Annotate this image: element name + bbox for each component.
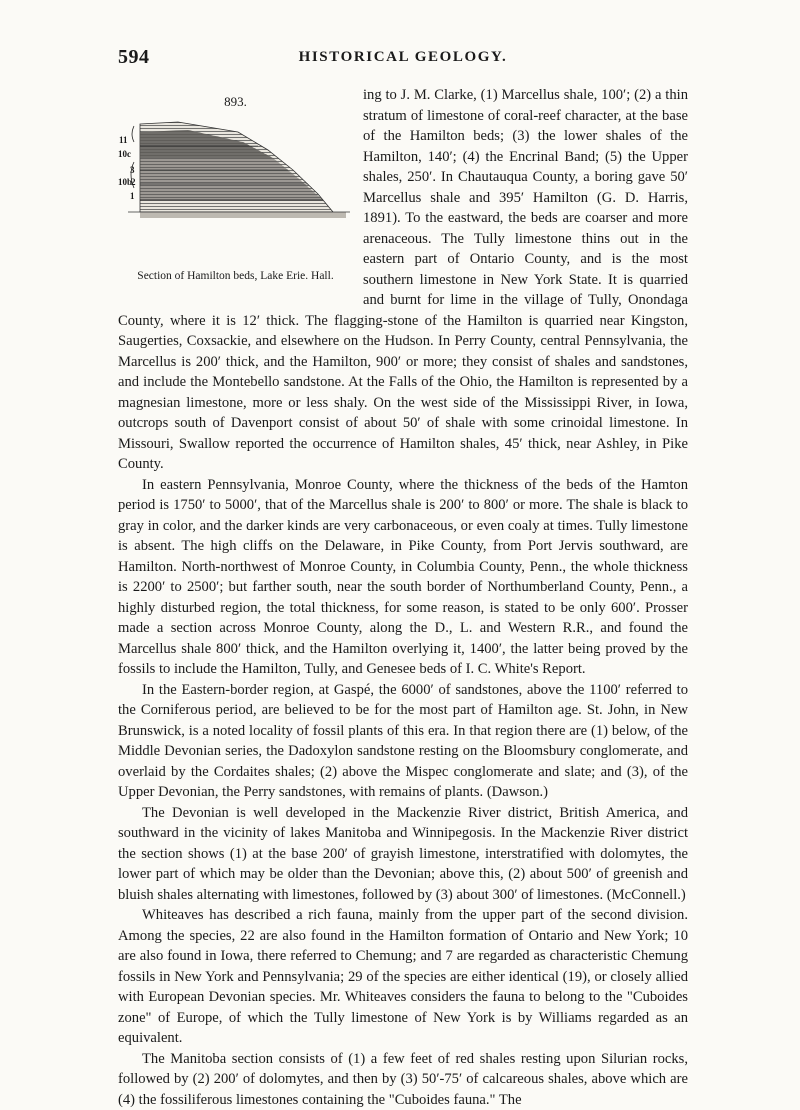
paragraph: In eastern Pennsylvania, Monroe County, where the thickness of the beds of the Hamton period is 1750′ to 5000′, that of the Marcellus shale is 200′ to 800′ or more. The shale is black to gray in color, and the darker kinds are very carbonaceous, or even coaly at times. Tully limestone is absent. The high cliffs on the Delaware, in Pike County, from Port Jervis southward, are Hamilton. North-northwest of Monroe County, in Columbia County, Penn., the whole thickness is 2200′ to 2500′; but farther south, near the south border of Northumberland County, Penn., a highly disturbed region, the total thickness, for some reason, is stated to be only 600′. Prosser made a section across Monroe County, along the D., L. and Western R.R., and found the Marcellus shale 800′ thick, and the Hamilton overlying it, 1400′, the latter being proved by the fossils to include the Hamilton, Tully, and Genesee beds of I. C. White's Report. [118, 475, 688, 680]
figure-label: 2 [131, 172, 136, 193]
figure-label: 10c [118, 144, 131, 165]
figure-label: 10b [118, 172, 132, 193]
figure-number: 893. [118, 92, 353, 113]
paragraph: The Manitoba section consists of (1) a few feet of red shales resting upon Silurian rocks, followed by (2) 200′ of dolomytes, and then by (3) 50′-75′ of calcareous shales, above which are (4) the fossiliferous limestones containing the "Cuboides fauna." The [118, 1049, 688, 1110]
page-number: 594 [118, 46, 150, 69]
figure-893 [118, 90, 353, 296]
running-head: HISTORICAL GEOLOGY. [118, 49, 688, 66]
body-text [118, 85, 688, 1110]
figure-caption: Section of Hamilton beds, Lake Erie. Hall. [118, 266, 353, 287]
section-diagram [118, 112, 353, 262]
figure-label: 3 [130, 160, 135, 181]
page-header [118, 46, 688, 70]
paragraph: ing to J. M. Clarke, (1) Marcellus shale, 100′; (2) a thin stratum of limestone of coral-reef character, at the base of the Hamilton beds; (3) the lower shales of the Hamilton, 140′; (4) the Encrinal Band; (5) the Upper shales, 250′. In Chautauqua County, a boring gave 50′ Marcellus shale and 395′ Hamilton (G. D. Harris, 1891). To the eastward, the beds are coarser and more arenaceous. The Tully limestone thins out in the eastern part of Ontario County, and is the most southern limestone in New York State. It is quarried and burnt for lime in the village of Tully, Onondaga County, where it is 12′ thick. The flagging-stone of the Hamilton is quarried near Kingston, Saugerties, Coxsackie, and elsewhere on the Hudson. In Perry County, central Pennsylvania, the Marcellus is 200′ thick, and the Hamilton, 900′ or more; they consist of shales and sandstones, and include the Montebello sandstone. At the Falls of the Ohio, the Hamilton is represented by a magnesian limestone, more or less shaly. On the west side of the Mississippi River, in Iowa, outcrops south of Davenport consist of about 50′ of shale with some crinoidal limestone. In Missouri, Swallow reported the occurrence of Hamilton shales, 45′ thick, near Ashley, in Pike County. [118, 85, 688, 475]
paragraph: The Devonian is well developed in the Mackenzie River district, British America, and southward in the vicinity of lakes Manitoba and Winnipegosis. In the Mackenzie River district the section shows (1) at the base 200′ of grayish limestone, interstratified with dolomytes, the lower part of which may be older than the Devonian; above this, (2) about 500′ of greenish and bluish shales alternating with limestones, followed by (3) about 300′ of limestones. (McConnell.) [118, 803, 688, 906]
figure-label: 1 [130, 186, 135, 207]
figure-label: 11 [119, 130, 128, 151]
paragraph: In the Eastern-border region, at Gaspé, the 6000′ of sandstones, above the 1100′ referred to the Corniferous period, are believed to be for the most part of Hamilton age. St. John, in New Brunswick, is a noted locality of fossil plants of this era. In that region there are (1) below, of the Middle Devonian series, the Dadoxylon sandstone resting on the Bloomsbury conglomerate, and overlaid by the Cordaites shales; (2) above the Mispec conglomerate and slate; and (3), of the Upper Devonian, the Perry sandstones, with remains of plants. (Dawson.) [118, 680, 688, 803]
paragraph: Whiteaves has described a rich fauna, mainly from the upper part of the second division. Among the species, 22 are also found in the Hamilton formation of Ontario and New York; 10 are also found in Iowa, there referred to Chemung; and 7 are regarded as characteristic Chemung fossils in New York and Pennsylvania; 29 of the species are either identical (19), or closely allied with European Devonian species. Mr. Whiteaves considers the fauna to belong to the "Cuboides zone" of Europe, of which the Tully limestone of New York is by Williams regarded as an equivalent. [118, 905, 688, 1049]
